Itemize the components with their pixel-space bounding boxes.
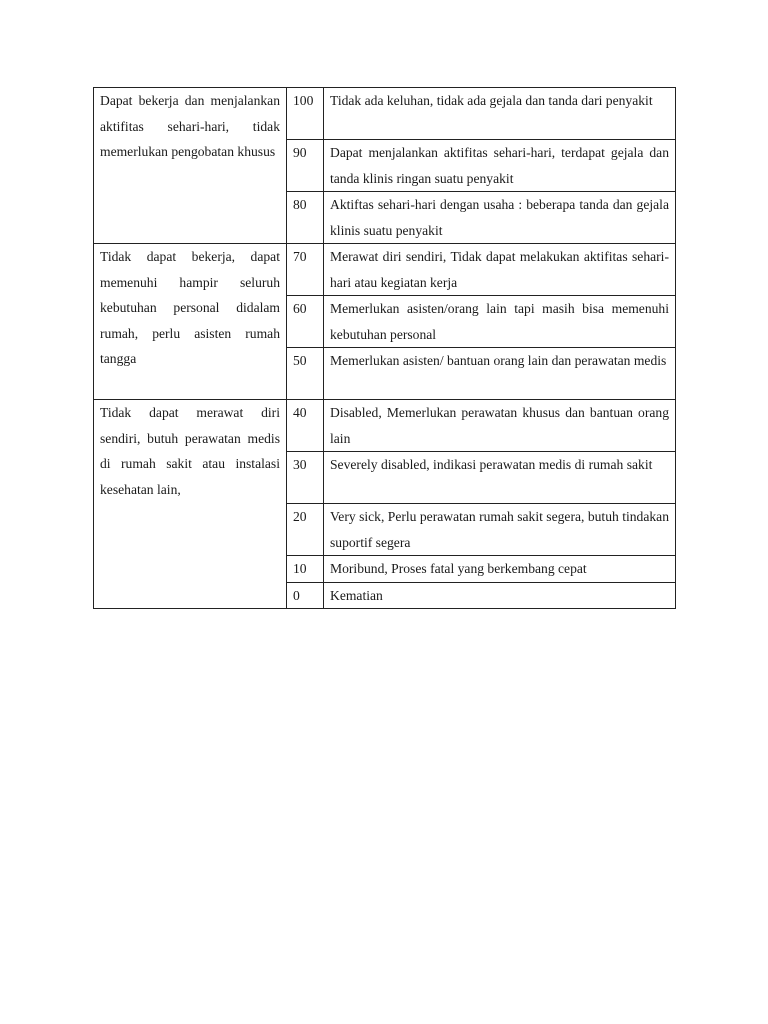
score-cell: 80 (287, 192, 324, 244)
description-cell: Dapat menjalankan aktifitas sehari-hari, terdapat gejala dan tanda klinis ringan suatu penyakit (324, 140, 676, 192)
category-cell: Tidak dapat bekerja, dapat memenuhi hampir seluruh kebutuhan personal didalam rumah, perlu asisten rumah tangga (94, 244, 287, 400)
category-cell: Tidak dapat merawat diri sendiri, butuh perawatan medis di rumah sakit atau instalasi kesehatan lain, (94, 400, 287, 609)
score-cell: 100 (287, 88, 324, 140)
description-cell: Very sick, Perlu perawatan rumah sakit segera, butuh tindakan suportif segera (324, 504, 676, 556)
description-cell: Tidak ada keluhan, tidak ada gejala dan tanda dari penyakit (324, 88, 676, 140)
description-cell: Memerlukan asisten/ bantuan orang lain dan perawatan medis (324, 348, 676, 400)
description-cell: Moribund, Proses fatal yang berkembang cepat (324, 556, 676, 583)
score-cell: 70 (287, 244, 324, 296)
score-cell: 0 (287, 582, 324, 609)
score-cell: 30 (287, 452, 324, 504)
performance-status-table (93, 87, 676, 609)
description-cell: Aktiftas sehari-hari dengan usaha : beberapa tanda dan gejala klinis suatu penyakit (324, 192, 676, 244)
score-cell: 20 (287, 504, 324, 556)
score-cell: 50 (287, 348, 324, 400)
score-cell: 90 (287, 140, 324, 192)
description-cell: Merawat diri sendiri, Tidak dapat melakukan aktifitas sehari-hari atau kegiatan kerja (324, 244, 676, 296)
table-row (94, 244, 676, 296)
description-cell: Severely disabled, indikasi perawatan medis di rumah sakit (324, 452, 676, 504)
score-cell: 60 (287, 296, 324, 348)
category-cell: Dapat bekerja dan menjalankan aktifitas sehari-hari, tidak memerlukan pengobatan khusus (94, 88, 287, 244)
description-cell: Memerlukan asisten/orang lain tapi masih bisa memenuhi kebutuhan personal (324, 296, 676, 348)
table-row (94, 88, 676, 140)
table-row (94, 400, 676, 452)
description-cell: Kematian (324, 582, 676, 609)
score-cell: 10 (287, 556, 324, 583)
score-cell: 40 (287, 400, 324, 452)
description-cell: Disabled, Memerlukan perawatan khusus dan bantuan orang lain (324, 400, 676, 452)
